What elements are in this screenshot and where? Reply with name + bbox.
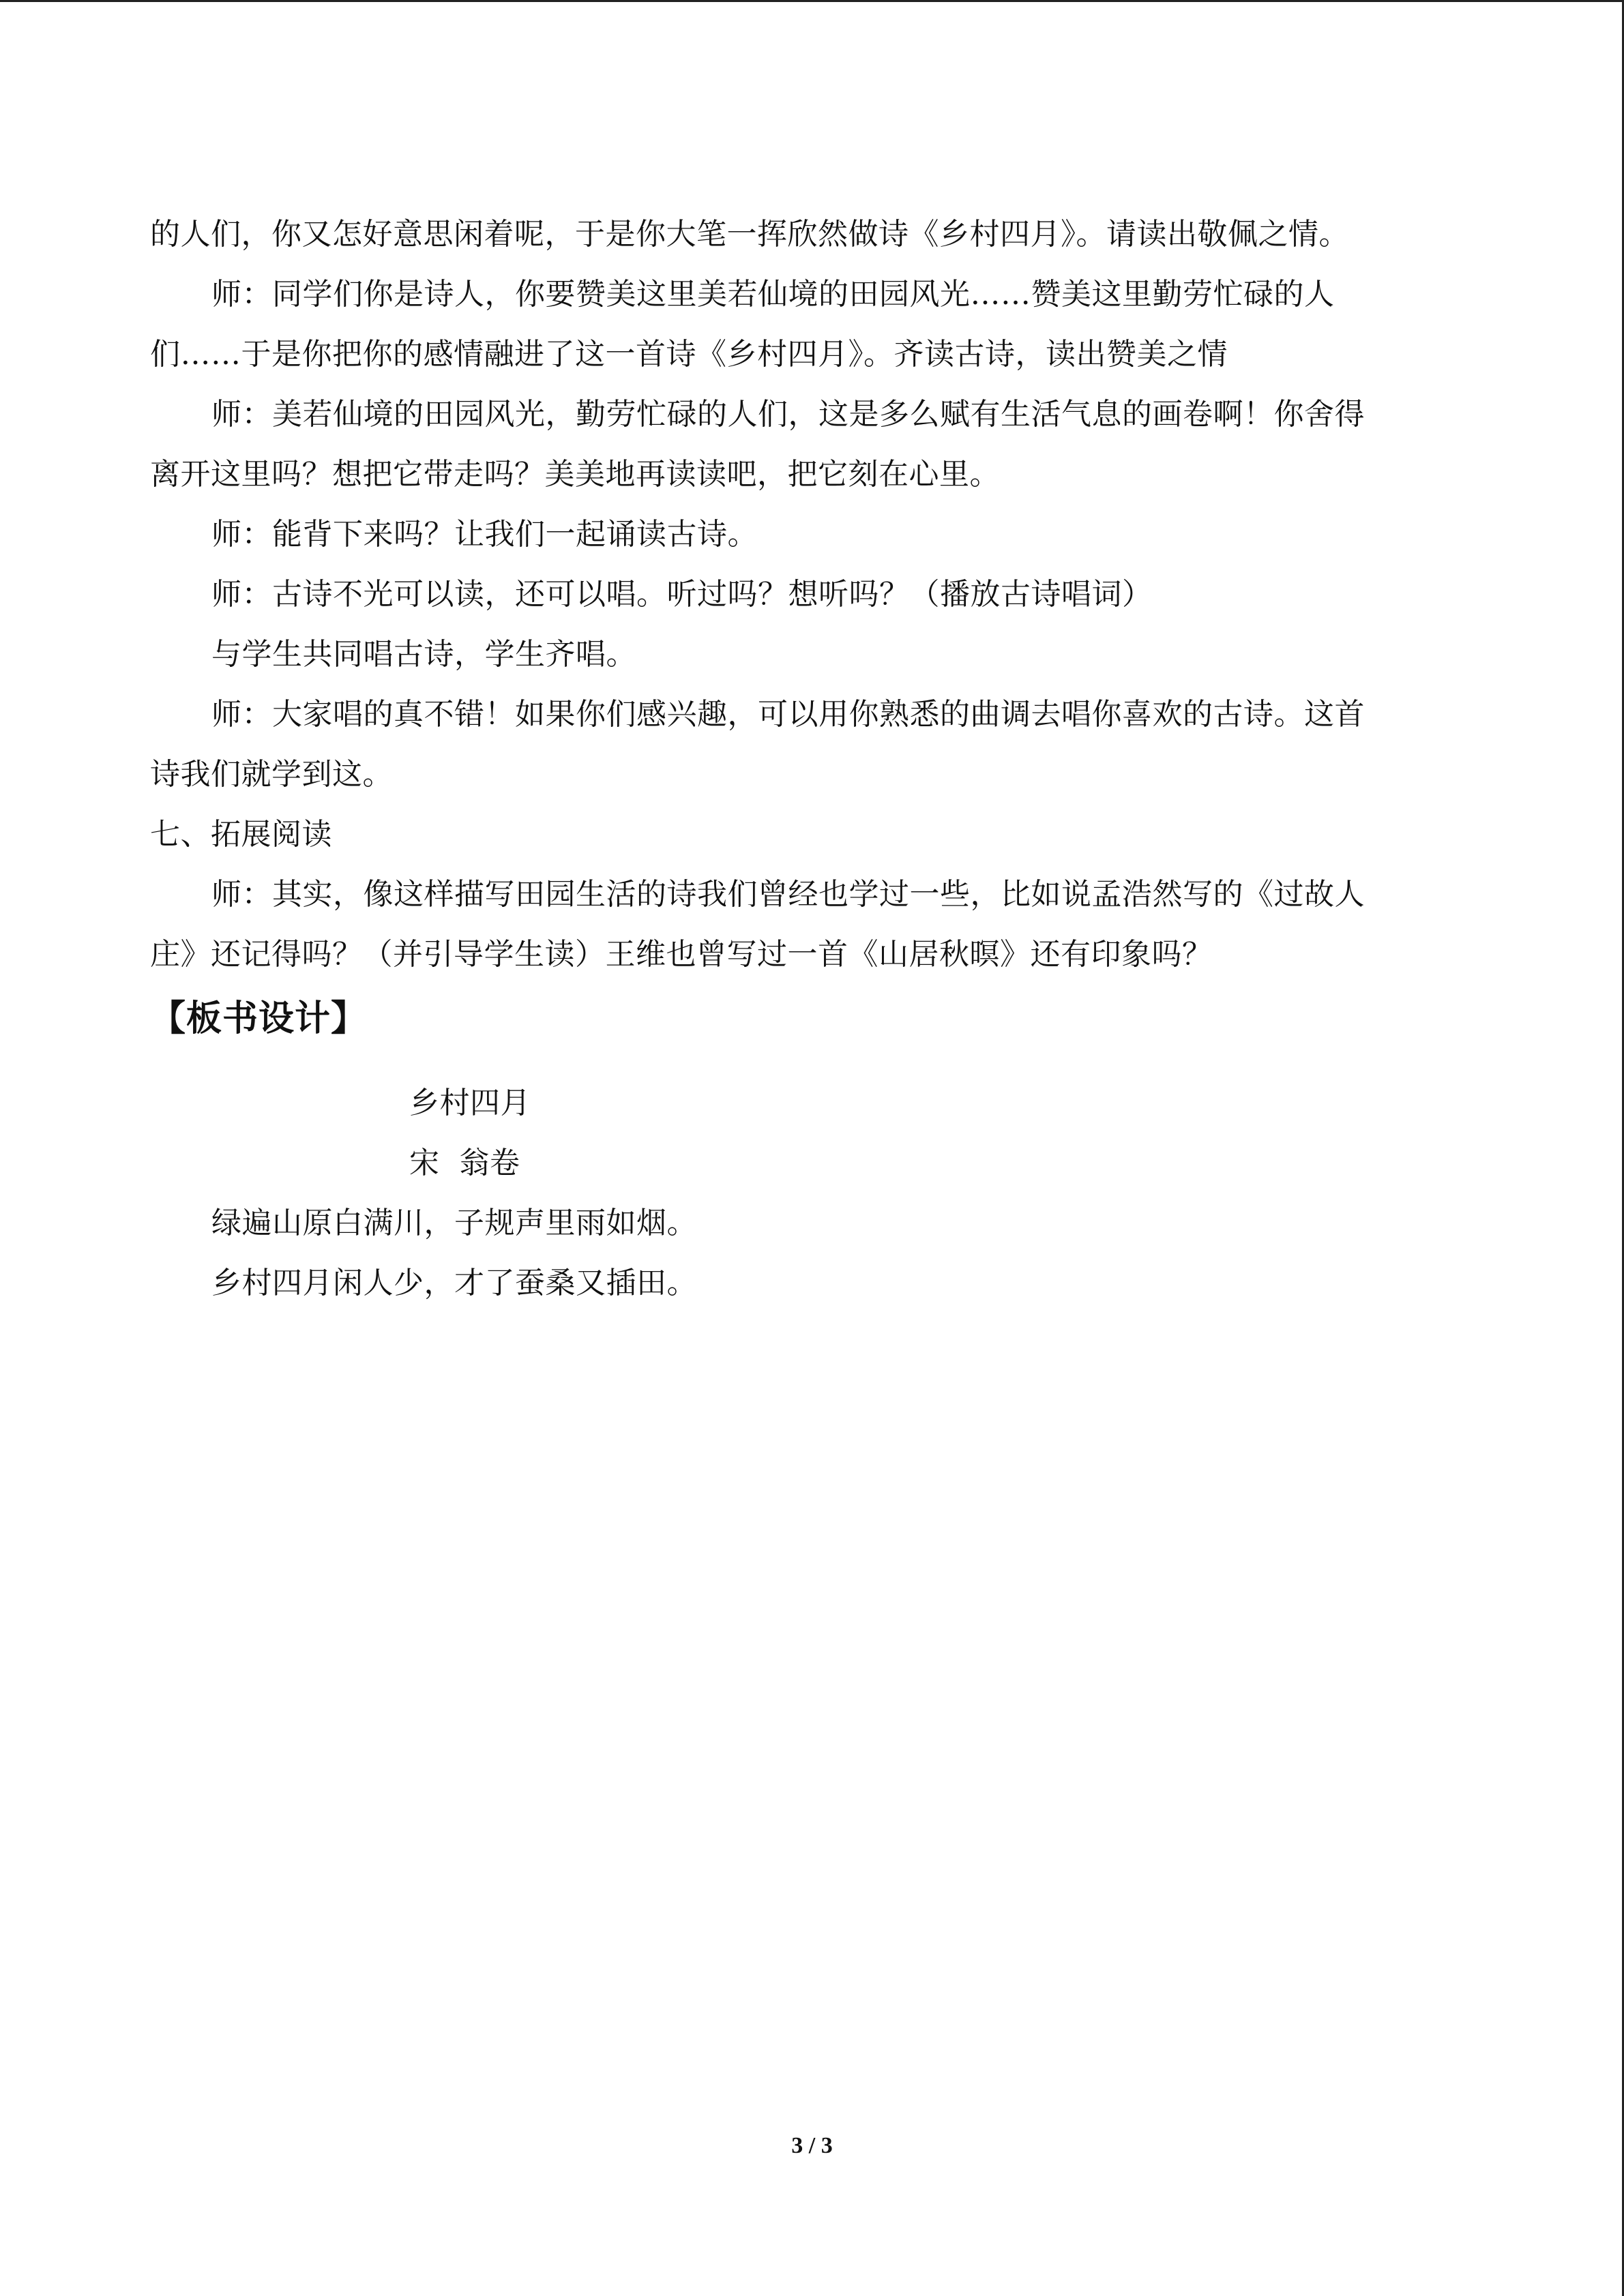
board-design (150, 1073, 1460, 1313)
poem-line: 绿遍山原白满川，子规声里雨如烟。 (211, 1206, 697, 1240)
paragraph-line: 的人们，你又怎好意思闲着呢，于是你大笔一挥欣然做诗《乡村四月》。请读出敬佩之情。 (150, 217, 1349, 252)
paragraph-line: 师：能背下来吗？让我们一起诵读古诗。 (211, 517, 758, 552)
section-heading: 七、拓展阅读 (150, 817, 332, 852)
paragraph-line: 庄》还记得吗？（并引导学生读）王维也曾写过一首《山居秋暝》还有印象吗？ (150, 937, 1213, 972)
paragraph-line: 师：美若仙境的田园风光，勤劳忙碌的人们，这是多么赋有生活气息的画卷啊！你舍得 (211, 397, 1365, 432)
poem-title: 乡村四月 (409, 1086, 531, 1120)
poem-line: 乡村四月闲人少，才了蚕桑又插田。 (211, 1266, 697, 1300)
paragraph-line: 师：其实，像这样描写田园生活的诗我们曾经也学过一些，比如说孟浩然写的《过故人 (211, 877, 1365, 912)
paragraph-line: 诗我们就学到这。 (150, 757, 393, 792)
board-design-heading: 【板书设计】 (150, 998, 368, 1039)
paragraph-line: 们……于是你把你的感情融进了这一首诗《乡村四月》。齐读古诗，读出赞美之情 (150, 337, 1228, 372)
paragraph-line: 师：大家唱的真不错！如果你们感兴趣，可以用你熟悉的曲调去唱你喜欢的古诗。这首 (211, 697, 1365, 732)
paragraph-line: 师：同学们你是诗人，你要赞美这里美若仙境的田园风光……赞美这里勤劳忙碌的人 (211, 277, 1335, 312)
page-number: 3 / 3 (791, 2133, 833, 2158)
paragraph-line: 与学生共同唱古诗，学生齐唱。 (211, 637, 636, 672)
document-body (150, 205, 1460, 1313)
paragraph-line: 离开这里吗？想把它带走吗？美美地再读读吧，把它刻在心里。 (150, 457, 1000, 492)
paragraph-line: 师：古诗不光可以读，还可以唱。听过吗？想听吗？（播放古诗唱词） (211, 577, 1153, 612)
poem-author: 宋 翁卷 (409, 1146, 520, 1180)
